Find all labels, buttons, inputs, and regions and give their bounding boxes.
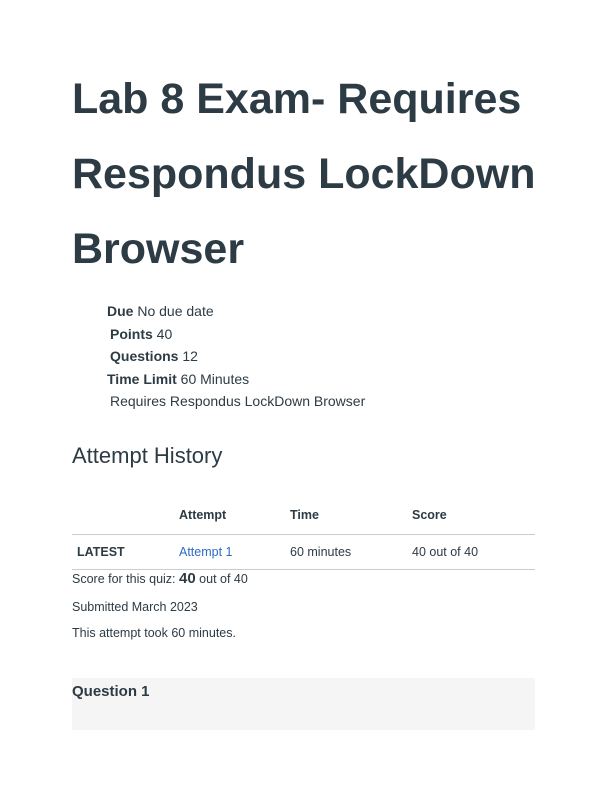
- quiz-score-summary: [72, 570, 248, 587]
- due-value: No due date: [137, 303, 214, 319]
- question-heading: Question 1: [72, 683, 150, 700]
- table-row: [72, 534, 535, 569]
- questions-label: Questions: [110, 348, 179, 365]
- attempt-history-table: [72, 500, 535, 570]
- attempt-1-link[interactable]: Attempt 1: [179, 544, 233, 559]
- column-header-tag: [72, 500, 179, 534]
- due-label: Due: [107, 303, 134, 319]
- page-title: Lab 8 Exam- Requires Respondus LockDown Browser: [72, 75, 536, 273]
- score-suffix: out of 40: [199, 572, 248, 586]
- score-cell: 40 out of 40: [412, 534, 535, 569]
- points-value: 40: [156, 325, 173, 342]
- question-1-header: [72, 678, 535, 730]
- column-header-time: Time: [290, 500, 412, 534]
- attempt-duration-text: This attempt took 60 minutes.: [72, 626, 236, 640]
- column-header-score: Score: [412, 500, 535, 534]
- time-cell: 60 minutes: [290, 534, 412, 569]
- score-prefix: Score for this quiz:: [72, 572, 176, 586]
- points-row: [107, 323, 365, 346]
- attempt-cell: [179, 534, 290, 569]
- submitted-text: Submitted March 2023: [72, 600, 198, 614]
- requirement-text: Requires Respondus LockDown Browser: [110, 393, 366, 410]
- time-limit-value: 60 Minutes: [180, 370, 250, 387]
- requirement-row: [107, 390, 365, 413]
- time-limit-row: [107, 368, 365, 391]
- attempt-history-heading: Attempt History: [72, 443, 223, 468]
- column-header-attempt: Attempt: [179, 500, 290, 534]
- table-header-row: [72, 500, 535, 534]
- points-label: Points: [110, 325, 153, 342]
- quiz-details: [107, 300, 365, 413]
- questions-value: 12: [182, 348, 198, 365]
- latest-tag: LATEST: [72, 534, 179, 569]
- time-limit-label: Time Limit: [107, 370, 177, 387]
- due-row: [107, 300, 365, 323]
- score-value: 40: [179, 570, 196, 587]
- questions-row: [107, 345, 365, 368]
